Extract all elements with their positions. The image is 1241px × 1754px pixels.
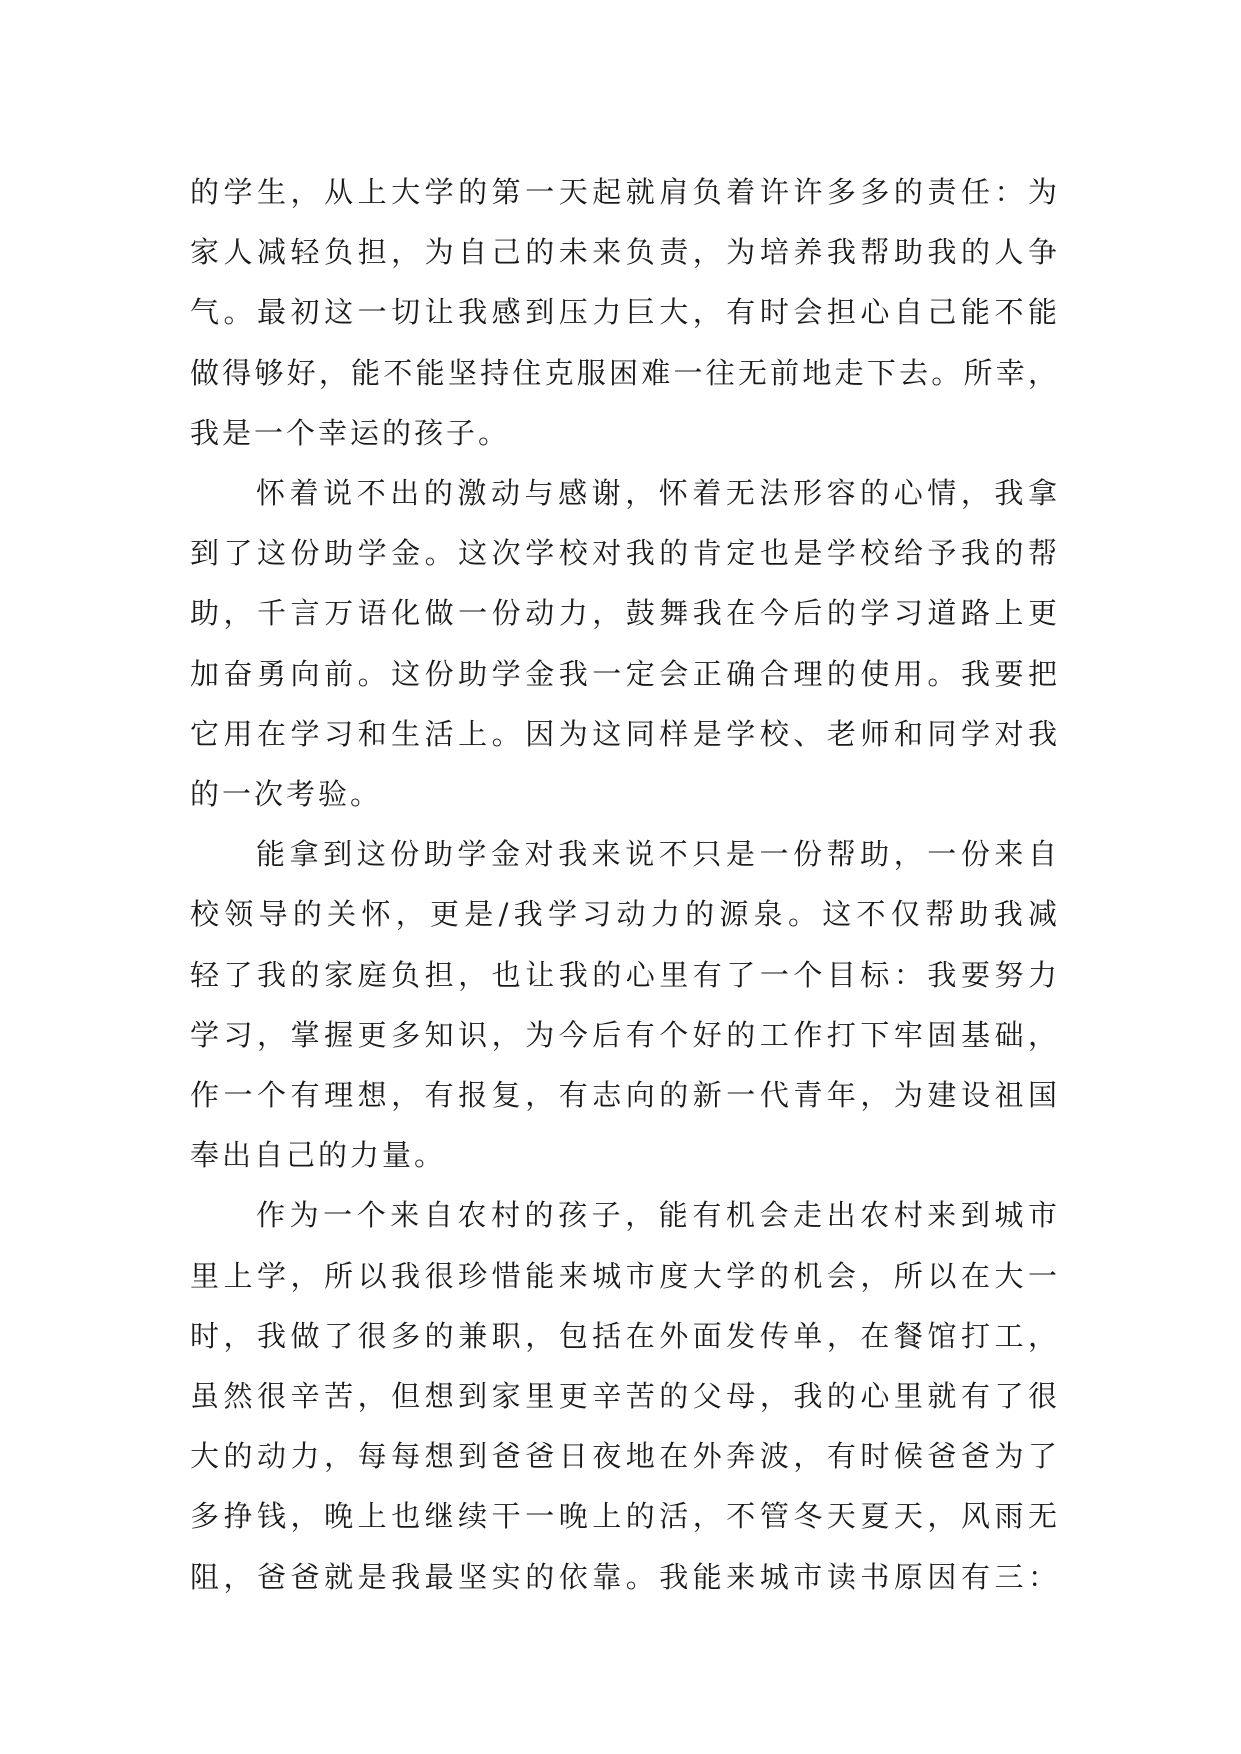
text-line: 助，千言万语化做一份动力，鼓舞我在今后的学习道路上更 (190, 596, 1060, 631)
text-line: 作为一个来自农村的孩子，能有机会走出农村来到城市 (256, 1198, 1060, 1233)
text-line: 多挣钱，晚上也继续干一晚上的活，不管冬天夏天，风雨无 (190, 1499, 1060, 1534)
text-line: 怀着说不出的激动与感谢，怀着无法形容的心情，我拿 (256, 476, 1060, 511)
text-line: 虽然很辛苦，但想到家里更辛苦的父母，我的心里就有了很 (190, 1379, 1060, 1414)
paragraph-2 (190, 463, 1060, 824)
text-line: 阻，爸爸就是我最坚实的依靠。我能来城市读书原因有三： (190, 1559, 1060, 1594)
text-line: 做得够好，能不能坚持住克服困难一往无前地走下去。所幸， (190, 355, 1060, 390)
text-line: 家人减轻负担，为自己的未来负责，为培养我帮助我的人争 (190, 235, 1060, 270)
paragraph-1 (190, 162, 1060, 463)
paragraph-3 (190, 824, 1060, 1185)
text-line: 轻了我的家庭负担，也让我的心里有了一个目标：我要努力 (190, 957, 1060, 992)
text-line: 大的动力，每每想到爸爸日夜地在外奔波，有时候爸爸为了 (190, 1439, 1060, 1474)
paragraph-4 (190, 1185, 1060, 1606)
text-line: 气。最初这一切让我感到压力巨大，有时会担心自己能不能 (190, 295, 1060, 330)
text-line: 奉出自己的力量。 (190, 1138, 447, 1173)
text-line: 校领导的关怀，更是/我学习动力的源泉。这不仅帮助我减 (190, 897, 1060, 932)
text-line: 它用在学习和生活上。因为这同样是学校、老师和同学对我 (190, 716, 1060, 751)
text-line: 学习，掌握更多知识，为今后有个好的工作打下牢固基础， (190, 1017, 1060, 1052)
text-line: 里上学，所以我很珍惜能来城市度大学的机会，所以在大一 (190, 1258, 1060, 1293)
text-line: 能拿到这份助学金对我来说不只是一份帮助，一份来自 (256, 837, 1060, 872)
text-line: 我是一个幸运的孩子。 (190, 415, 511, 450)
text-line: 的一次考验。 (190, 777, 383, 812)
document-body (190, 162, 1060, 1607)
text-line: 的学生，从上大学的第一天起就肩负着许许多多的责任：为 (190, 175, 1060, 209)
text-line: 加奋勇向前。这份助学金我一定会正确合理的使用。我要把 (190, 656, 1060, 691)
text-line: 到了这份助学金。这次学校对我的肯定也是学校给予我的帮 (190, 536, 1060, 571)
text-line: 作一个有理想，有报复，有志向的新一代青年，为建设祖国 (190, 1078, 1060, 1113)
text-line: 时，我做了很多的兼职，包括在外面发传单，在餐馆打工， (190, 1318, 1060, 1353)
